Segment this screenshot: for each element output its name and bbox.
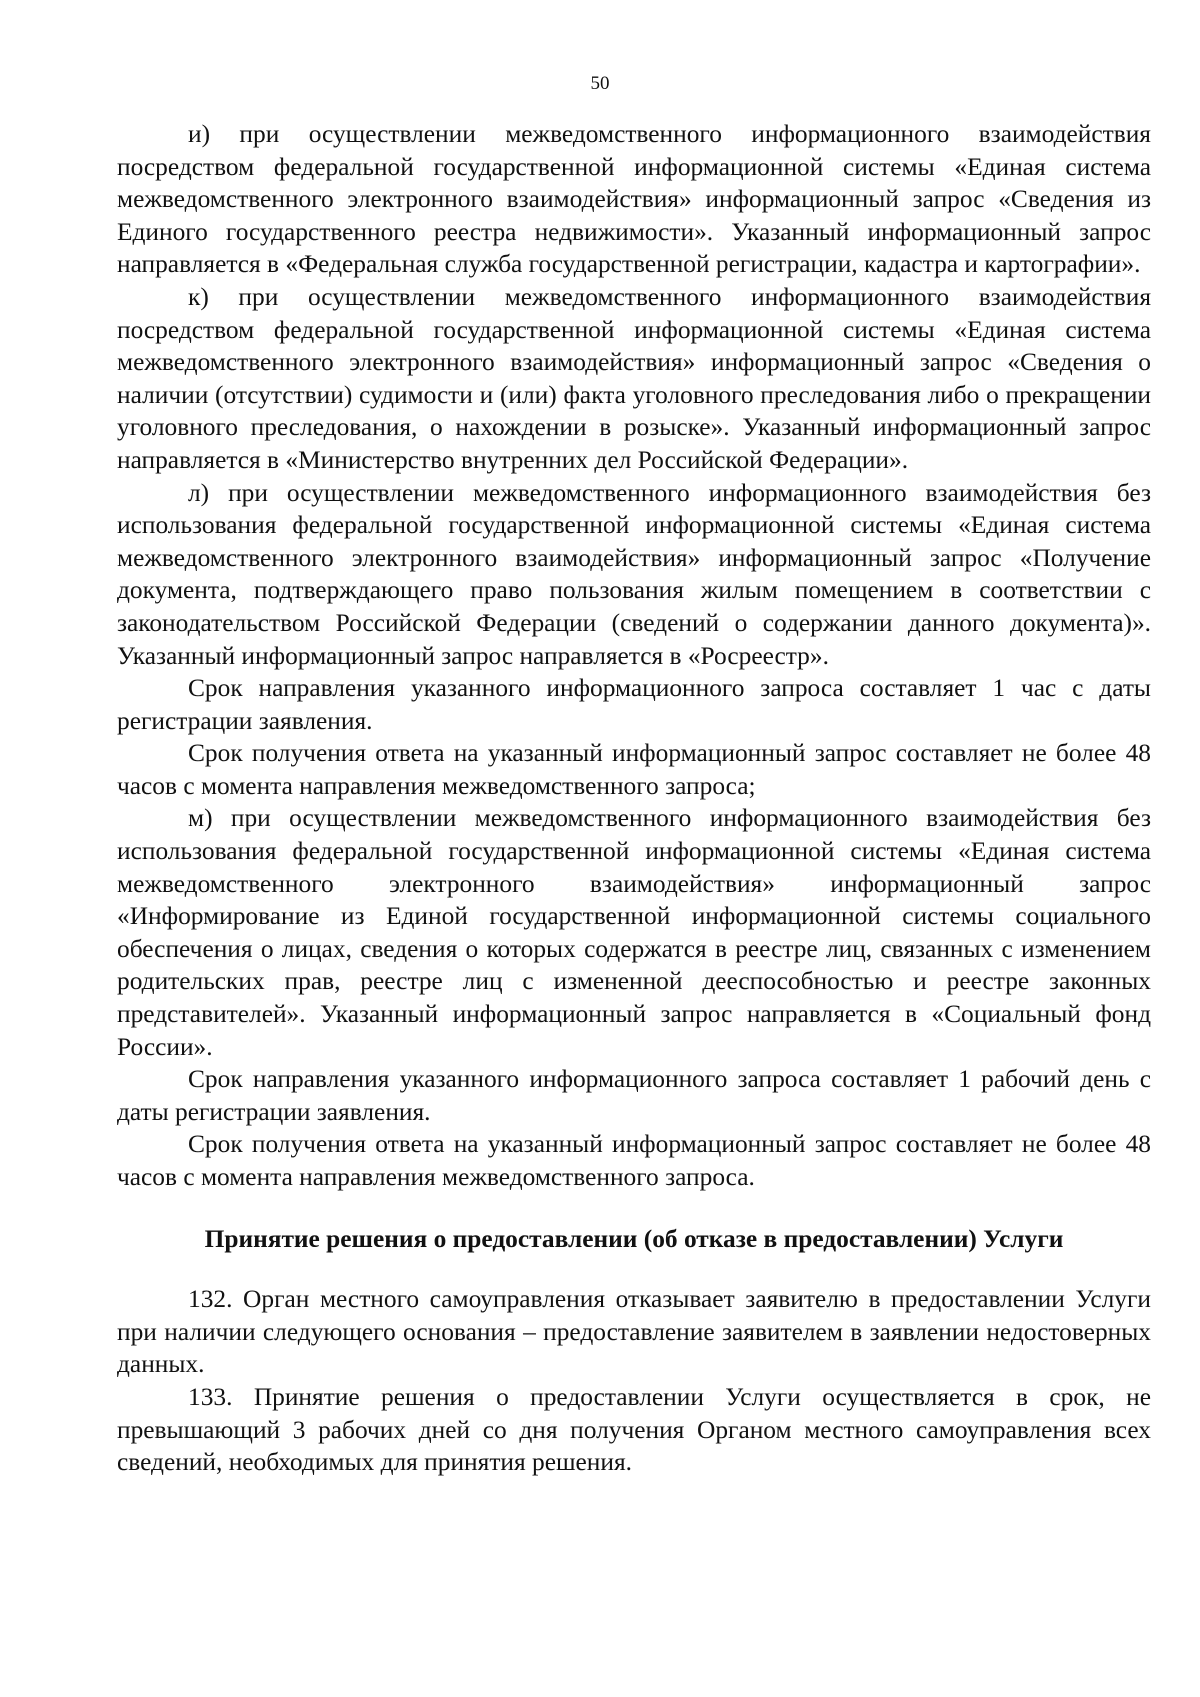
document-body	[117, 118, 1151, 1479]
paragraph-132: 132. Орган местного самоуправления отказывает заявителю в предоставлении Услуги при наличии следующего основания – предоставление заявителем в заявлении недостоверных данных.	[117, 1285, 1151, 1379]
paragraph-response-deadline: Срок получения ответа на указанный информационный запрос составляет не более 48 часов с момента направления межведомственного запроса;	[117, 739, 1151, 800]
spacer	[117, 1255, 1151, 1283]
paragraph-item-m: м) при осуществлении межведомственного информационного взаимодействия без использования федеральной государственной информационной системы «Единая система межведомственного электронного взаимодействия» информационный запрос «Информирование из Единой государственной информационной системы социального обеспечения о лицах, сведения о которых содержатся в реестре лиц, связанных с изменением родительских прав, реестре лиц с измененной дееспособностью и реестре законных представителей». Указанный информационный запрос направляется в «Социальный фонд России».	[117, 804, 1151, 1061]
paragraph-request-deadline-2: Срок направления указанного информационного запроса составляет 1 рабочий день с даты регистрации заявления.	[117, 1065, 1151, 1126]
paragraph-response-deadline-2: Срок получения ответа на указанный информационный запрос составляет не более 48 часов с момента направления межведомственного запроса.	[117, 1130, 1151, 1191]
section-heading: Принятие решения о предоставлении (об отказе в предоставлении) Услуги	[204, 1224, 1064, 1253]
paragraph-item-l: л) при осуществлении межведомственного информационного взаимодействия без использования федеральной государственной информационной системы «Единая система межведомственного электронного взаимодействия» информационный запрос «Получение документа, подтверждающего право пользования жилым помещением в соответствии с законодательством Российской Федерации (сведений о содержании данного документа)». Указанный информационный запрос направляется в «Росреестр».	[117, 478, 1151, 670]
paragraph-item-i: и) при осуществлении межведомственного информационного взаимодействия посредством федеральной государственной информационной системы «Единая система межведомственного электронного взаимодействия» информационный запрос «Сведения из Единого государственного реестра недвижимости». Указанный информационный запрос направляется в «Федеральная служба государственной регистрации, кадастра и картографии».	[117, 120, 1151, 279]
paragraph-item-k: к) при осуществлении межведомственного информационного взаимодействия посредством федеральной государственной информационной системы «Единая система межведомственного электронного взаимодействия» информационный запрос «Сведения о наличии (отсутствии) судимости и (или) факта уголовного преследования либо о прекращении уголовного преследования, о нахождении в розыске». Указанный информационный запрос направляется в «Министерство внутренних дел Российской Федерации».	[117, 282, 1151, 474]
paragraph-request-deadline: Срок направления указанного информационного запроса составляет 1 час с даты регистрации заявления.	[117, 674, 1151, 735]
page-number: 50	[590, 73, 610, 94]
spacer	[117, 1194, 1151, 1223]
paragraph-133: 133. Принятие решения о предоставлении Услуги осуществляется в срок, не превышающий 3 рабочих дней со дня получения Органом местного самоуправления всех сведений, необходимых для принятия решения.	[117, 1382, 1151, 1477]
